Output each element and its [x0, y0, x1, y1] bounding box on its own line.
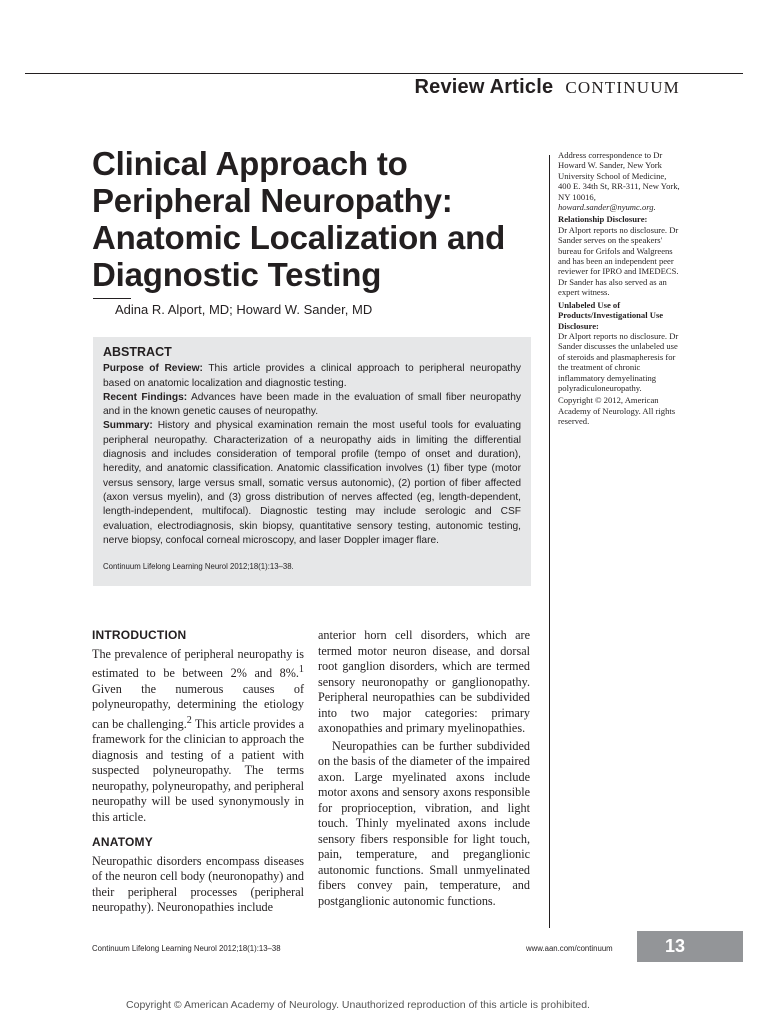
- reference-2[interactable]: 2: [186, 714, 192, 726]
- anatomy-paragraph-1: Neuropathic disorders encompass diseases of the neuron cell body (neuronopathy) and their peripheral processes (peripheral neuropathy). Neuronopathies include: [92, 853, 304, 915]
- abstract-heading: ABSTRACT: [103, 345, 172, 359]
- abstract-summary-label: Summary:: [103, 420, 153, 432]
- anatomy-paragraph-1-continued: anterior horn cell disorders, which are termed motor neuron disease, and dorsal root ganglion disorders, which are termed sensory neuronopathy or ganglionopathy. Peripheral neuropathies can be subdivided into two major categories: primary axonopathies and primary myelinopathies.: [318, 628, 530, 735]
- anatomy-heading: ANATOMY: [92, 835, 153, 850]
- disclosure-heading: Relationship Disclosure:: [558, 214, 648, 225]
- disclosure-text: Dr Alport reports no disclosure. Dr Sander serves on the speakers' bureau for Grifols and Walgreens and has been an independent peer reviewer for IPRO and IMEDECS. Dr Sander has also served as an expert witness.: [558, 224, 679, 298]
- footer-url[interactable]: www.aan.com/continuum: [526, 944, 613, 953]
- abstract-findings: [103, 391, 521, 420]
- abstract-summary: [103, 419, 521, 548]
- unlabeled-use-text: Dr Alport reports no disclosure. Dr Sander discusses the unlabeled use of steroids and plasmapheresis for the treatment of chronic inflammatory demyelinating polyradiculoneuropathy.: [558, 330, 679, 393]
- abstract-findings-label: Recent Findings:: [103, 391, 188, 403]
- author-list: Adina R. Alport, MD; Howard W. Sander, MD: [115, 302, 373, 317]
- title-divider: [93, 298, 131, 299]
- margin-notes: [558, 150, 680, 429]
- correspondence-email[interactable]: howard.sander@nyumc.org.: [558, 202, 656, 213]
- correspondence-note: [558, 150, 680, 212]
- copyright-notice: Copyright © American Academy of Neurology. Unauthorized reproduction of this article is prohibited.: [126, 999, 590, 1011]
- running-header: [415, 76, 680, 99]
- intro-text-c: This article provides a framework for the clinician to approach the diagnosis and testing of a patient with suspected polyneuropathy. The terms neuropathy, polyneuropathy, and peripheral neuropathy will be used synonymously in this article.: [92, 716, 304, 824]
- header-rule: [25, 73, 743, 74]
- sidebar-copyright: Copyright © 2012, American Academy of Neurology. All rights reserved.: [558, 395, 676, 427]
- sidebar-rule: [549, 155, 550, 928]
- article-title: Clinical Approach to Peripheral Neuropathy: Anatomic Localization and Diagnostic Testing: [92, 145, 506, 293]
- abstract-purpose-text: This article provides a clinical approach to peripheral neuropathy based on anatomic localization and diagnostic testing.: [103, 363, 521, 389]
- intro-text-b: Given the numerous causes of polyneuropathy, determining the etiology can be challenging.: [92, 681, 304, 731]
- abstract-purpose-label: Purpose of Review:: [103, 363, 203, 375]
- introduction-heading: INTRODUCTION: [92, 628, 187, 642]
- footer-citation: Continuum Lifelong Learning Neurol 2012;18(1):13–38: [92, 944, 281, 953]
- unlabeled-use-heading: Unlabeled Use of Products/Investigational Use Disclosure:: [558, 299, 664, 331]
- page-number: 13: [664, 936, 686, 956]
- abstract-purpose: [103, 362, 521, 391]
- body-column-left: [92, 628, 304, 916]
- anatomy-paragraph-2: Neuropathies can be further subdivided on the basis of the diameter of the impaired axon. Large myelinated axons include motor axons and sensory axons responsible for proprioception, vibration, and light touch. Thinly myelinated axons include sensory fibers responsible for light touch, pain, temperature, and preganglionic autonomic functions. Small unmyelinated fibers convey pain, temperature, and postganglionic autonomic functions.: [318, 738, 530, 908]
- abstract-box: [93, 337, 531, 586]
- abstract-summary-text: History and physical examination remain the most useful tools for evaluating peripheral neuropathy. Characterization of a neuropathy aids in limiting the differential diagnosis and includes consideration of temporal profile (tempo of onset and duration), heredity, and anatomic classification. Anatomic classification involves (1) fiber type (motor versus sensory, large versus small, somatic versus autonomic), (2) portion of fiber affected (axon versus myelin), and (3) gross distribution of nerves affected (eg, length-dependent, length-independent, multifocal). Diagnostic testing may include serologic and CSF evaluation, electrodiagnosis, skin biopsy, quantitative sensory testing, autonomic testing, nerve biopsy, confocal corneal microscopy, and laser Doppler imager flare.: [103, 420, 521, 546]
- abstract-citation: Continuum Lifelong Learning Neurol 2012;18(1):13–38.: [103, 562, 294, 572]
- reference-1[interactable]: 1: [298, 664, 304, 675]
- body-column-right: [318, 628, 530, 909]
- intro-text-a: The prevalence of peripheral neuropathy is estimated to be between 2% and 8%.: [92, 646, 304, 681]
- correspondence-text: Address correspondence to Dr Howard W. Sander, New York University School of Medicine, 400 E. 34th St, RR-311, New York, NY 10016,: [558, 150, 680, 202]
- journal-logo: CONTINUUM: [565, 78, 680, 97]
- page-number-tab: [637, 931, 743, 962]
- abstract-findings-text: Advances have been made in the evaluation of small fiber neuropathy and in the known genetic causes of neuropathy.: [103, 391, 521, 418]
- introduction-paragraph: [92, 647, 304, 826]
- article-type-label: Review Article: [414, 76, 554, 98]
